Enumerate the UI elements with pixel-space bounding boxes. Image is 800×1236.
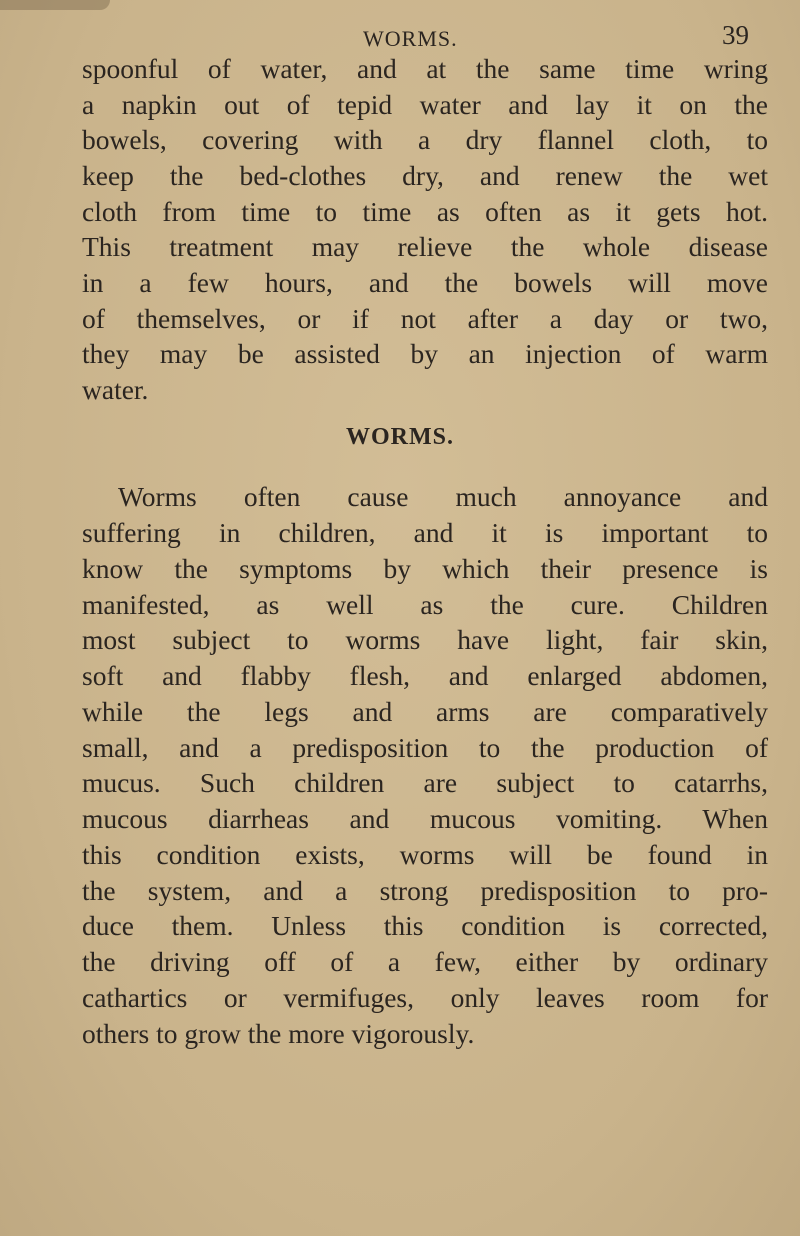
text-line: cloth from time to time as often as it gets hot. [82,196,768,227]
section-heading: WORMS. [346,424,454,450]
text-line: the driving off of a few, either by ordinary [82,946,768,977]
text-line: most subject to worms have light, fair skin, [82,624,768,655]
text-line: manifested, as well as the cure. Children [82,589,768,620]
text-line: they may be assisted by an injection of warm [82,338,768,369]
text-line: this condition exists, worms will be found in [82,839,768,870]
text-line: duce them. Unless this condition is corrected, [82,910,768,941]
text-line: in a few hours, and the bowels will move [82,267,768,298]
running-head-title: WORMS. [363,26,458,51]
text-line: a napkin out of tepid water and lay it on the [82,89,768,120]
text-line: mucous diarrheas and mucous vomiting. When [82,803,768,834]
text-line: cathartics or vermifuges, only leaves room for [82,982,768,1013]
text-line: of themselves, or if not after a day or two, [82,303,768,334]
text-line: others to grow the more vigorously. [82,1018,475,1049]
text-line: water. [82,374,149,405]
text-line: bowels, covering with a dry flannel cloth, to [82,124,768,155]
page-number: 39 [722,20,749,50]
text-line: keep the bed-clothes dry, and renew the wet [82,160,768,191]
text-line: the system, and a strong predisposition to pro- [82,875,768,906]
text-line: small, and a predisposition to the production of [82,732,768,763]
text-line: know the symptoms by which their presence is [82,553,768,584]
text-line: Worms often cause much annoyance and [118,481,768,512]
text-line: suffering in children, and it is important to [82,517,768,548]
text-line: This treatment may relieve the whole disease [82,231,768,262]
page-corner-shadow [0,0,110,10]
text-line: mucus. Such children are subject to catarrhs, [82,767,768,798]
text-line: soft and flabby flesh, and enlarged abdomen, [82,660,768,691]
text-line: spoonful of water, and at the same time wring [82,53,768,84]
text-line: while the legs and arms are comparatively [82,696,768,727]
